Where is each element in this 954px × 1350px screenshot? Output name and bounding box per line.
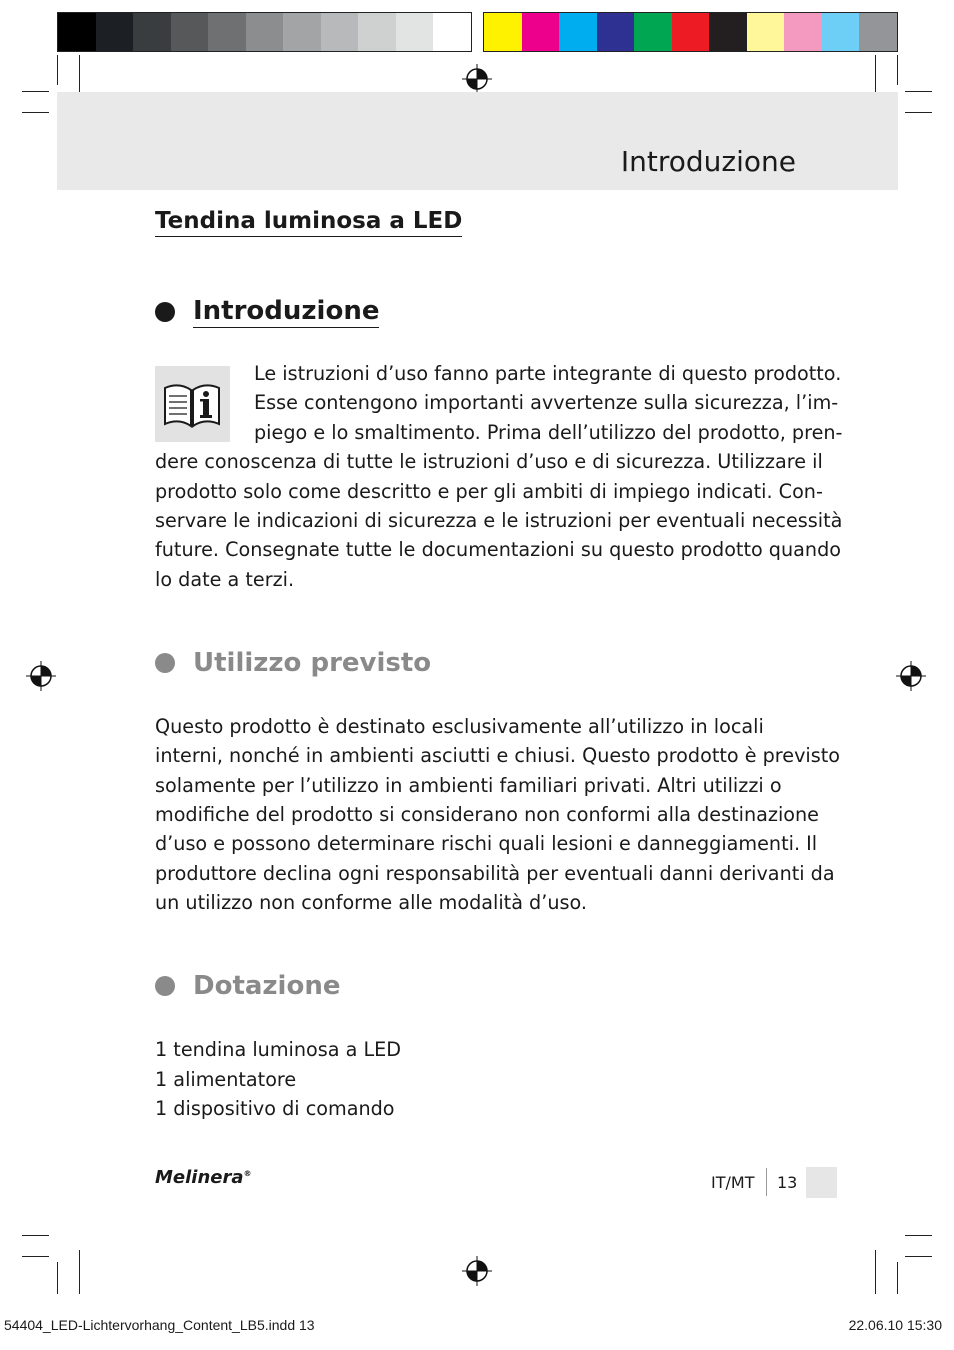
color-swatch (208, 13, 246, 51)
color-swatch (672, 13, 710, 51)
registration-mark-icon (896, 661, 926, 691)
bullet-icon (155, 302, 175, 322)
slug-filename: 54404_LED-Lichtervorhang_Content_LB5.indd 13 (4, 1317, 315, 1333)
use-text-line: solamente per l’utilizzo in ambienti familiari privati. Altri utilizzi o (155, 774, 782, 797)
color-swatch (522, 13, 560, 51)
color-swatch (96, 13, 134, 51)
grayscale-color-bar (57, 12, 472, 52)
section-heading-text: Utilizzo previsto (193, 648, 432, 678)
footer-language: IT/MT (711, 1173, 755, 1192)
section-heading-text: Introduzione (193, 296, 380, 326)
intro-text-line: dere conoscenza di tutte le istruzioni d’uso e di sicurezza. Utilizzare il (155, 450, 823, 473)
registration-mark-icon (26, 661, 56, 691)
intro-text-line: Esse contengono importanti avvertenze sulla sicurezza, l’im- (254, 391, 839, 414)
section-heading-text: Dotazione (193, 971, 341, 1001)
color-swatch (133, 13, 171, 51)
intro-text-line: Le istruzioni d’uso fanno parte integrante di questo prodotto. (254, 362, 842, 385)
document-title: Tendina luminosa a LED (155, 208, 462, 237)
use-text-line: produttore declina ogni responsabilità per eventuali danni derivanti da (155, 862, 835, 885)
color-swatch (58, 13, 96, 51)
color-swatch (634, 13, 672, 51)
brand-logo (155, 1167, 252, 1188)
page-tab (806, 1167, 837, 1198)
use-text-line: d’uso e possono determinare rischi quali lesioni e danneggiamenti. Il (155, 832, 818, 855)
color-swatch (283, 13, 321, 51)
contents-list-item: 1 dispositivo di comando (155, 1097, 395, 1120)
color-swatch (559, 13, 597, 51)
intro-text-line: prodotto solo come descritto e per gli ambiti di impiego indicati. Con- (155, 480, 823, 503)
use-text-line: modifiche del prodotto si considerano non conformi alla destinazione (155, 803, 819, 826)
color-swatch (246, 13, 284, 51)
contents-list-item: 1 alimentatore (155, 1068, 297, 1091)
color-swatch (433, 13, 471, 51)
slug-timestamp: 22.06.10 15:30 (848, 1317, 942, 1333)
section-heading-utilizzo-previsto (155, 648, 431, 678)
intro-text-line: servare le indicazioni di sicurezza e le istruzioni per eventuali necessità (155, 509, 843, 532)
intro-text-line: future. Consegnate tutte le documentazioni su questo prodotto quando (155, 538, 841, 561)
color-swatch (709, 13, 747, 51)
color-swatch (822, 13, 860, 51)
footer-divider (766, 1168, 767, 1196)
bullet-icon (155, 653, 175, 673)
process-color-bar (483, 12, 898, 52)
info-book-icon (155, 366, 230, 442)
brand-name: Melinera (155, 1167, 244, 1188)
use-text-line: Questo prodotto è destinato esclusivamente all’utilizzo in locali (155, 715, 764, 738)
color-swatch (484, 13, 522, 51)
color-swatch (859, 13, 897, 51)
page-number: 13 (777, 1173, 798, 1192)
color-swatch (784, 13, 822, 51)
color-swatch (396, 13, 434, 51)
brand-registered-mark: ® (243, 1169, 252, 1178)
registration-mark-icon (462, 64, 492, 94)
color-swatch (597, 13, 635, 51)
intro-text-line: lo date a terzi. (155, 568, 295, 591)
color-swatch (747, 13, 785, 51)
color-swatch (171, 13, 209, 51)
use-text-line: interni, nonché in ambienti asciutti e chiusi. Questo prodotto è previsto (155, 744, 841, 767)
color-swatch (358, 13, 396, 51)
use-text-line: un utilizzo non conforme alle modalità d’uso. (155, 891, 587, 914)
bullet-icon (155, 976, 175, 996)
color-swatch (321, 13, 359, 51)
section-heading-introduzione (155, 296, 379, 328)
contents-list-item: 1 tendina luminosa a LED (155, 1038, 402, 1061)
registration-mark-icon (462, 1256, 492, 1286)
page-header-title: Introduzione (620, 145, 796, 178)
section-heading-dotazione (155, 971, 340, 1001)
intro-text-line: piego e lo smaltimento. Prima dell’utilizzo del prodotto, pren- (254, 421, 843, 444)
